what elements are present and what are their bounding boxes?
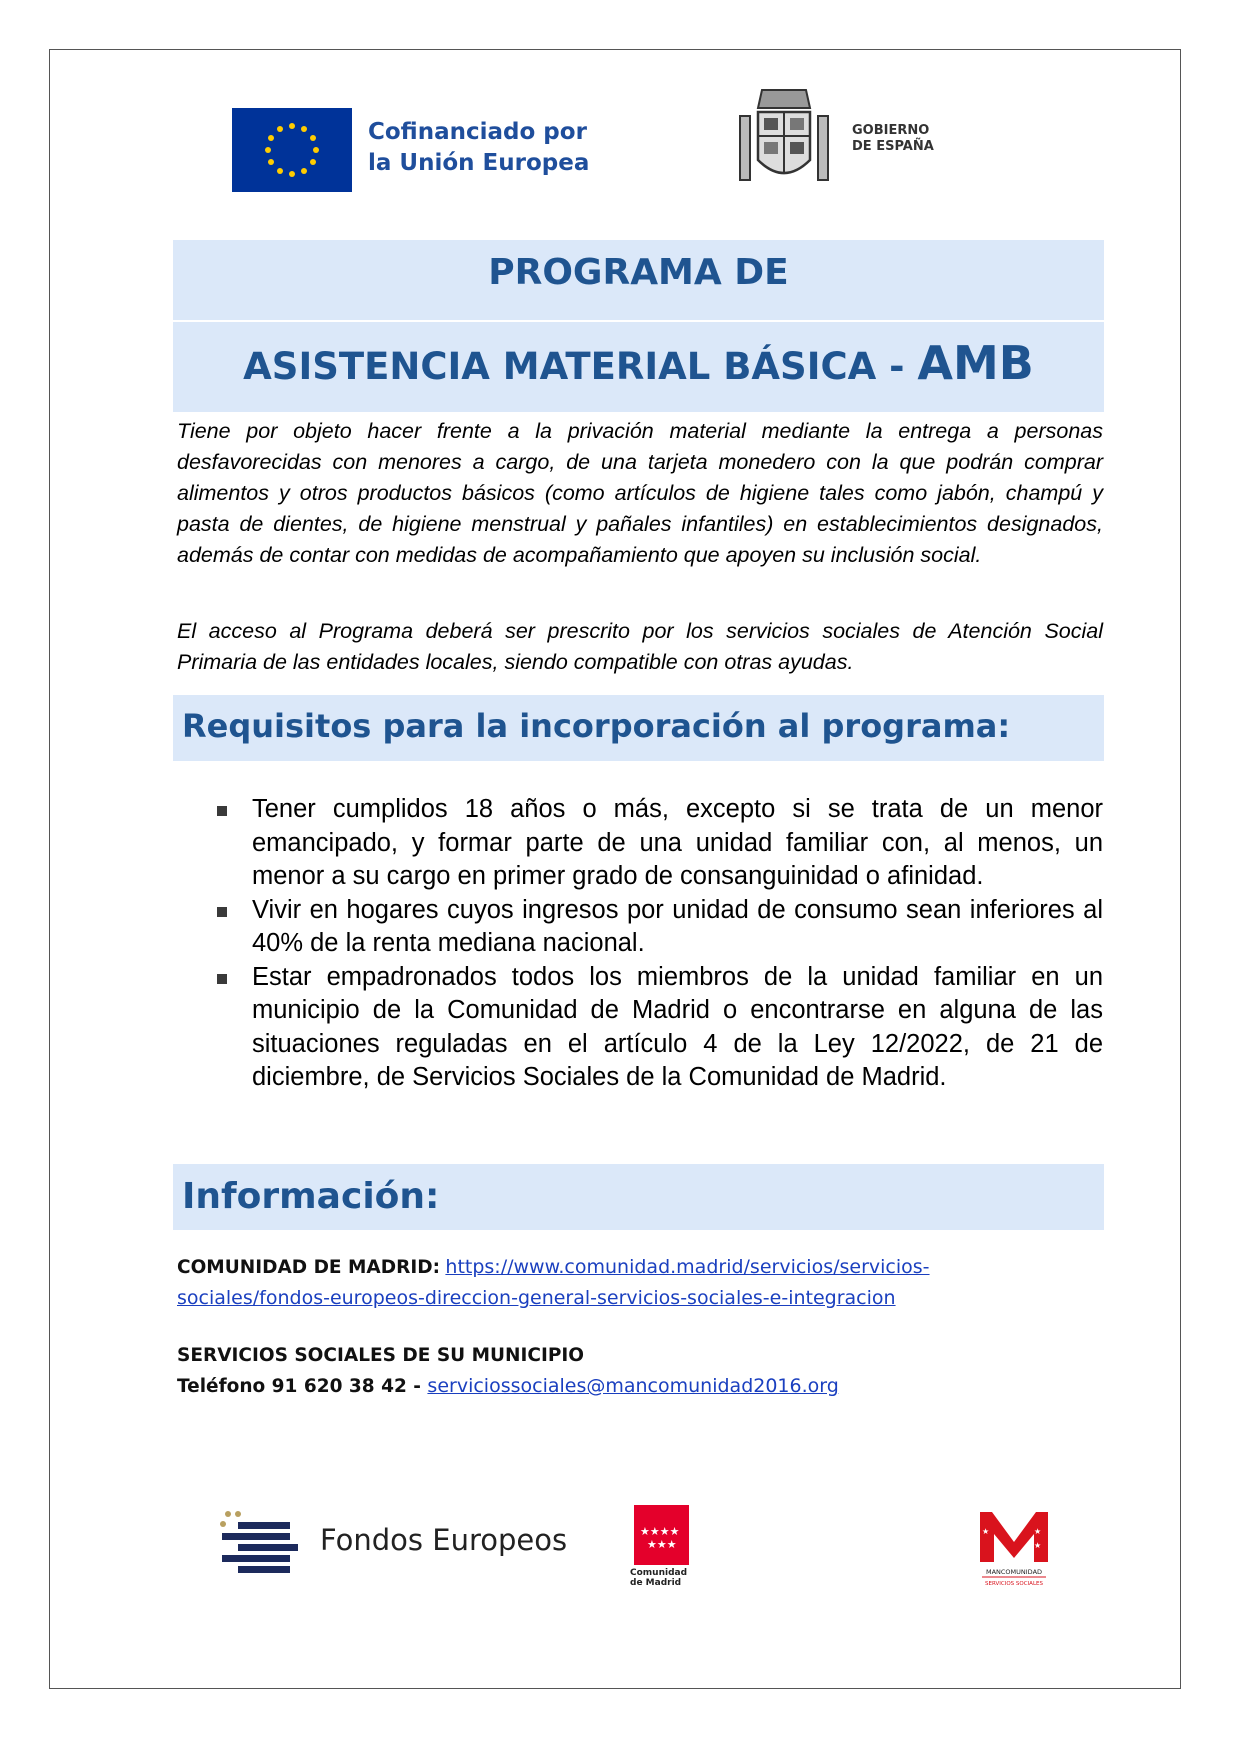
square-bullet-icon bbox=[217, 974, 227, 984]
square-bullet-icon bbox=[217, 907, 227, 917]
comunidad-madrid-text: Comunidad de Madrid bbox=[630, 1568, 688, 1588]
svg-text:★★★: ★★★ bbox=[647, 1538, 677, 1551]
spain-coat-of-arms-icon bbox=[732, 86, 836, 194]
requirement-text: Tener cumplidos 18 años o más, excepto si se trata de un menor emancipado, y formar parte de una unidad familiar con, al menos, un menor a su cargo en primer grado de consanguinidad o afinidad. bbox=[252, 795, 1103, 890]
municipio-label: SERVICIOS SOCIALES DE SU MUNICIPIO bbox=[177, 1345, 585, 1366]
list-item bbox=[215, 894, 1103, 961]
title-divider bbox=[173, 320, 1104, 322]
intro-paragraph-2: El acceso al Programa deberá ser prescrito por los servicios sociales de Atención Social Primaria de las entidades locales, siendo compatible con otras ayudas. bbox=[177, 619, 1103, 674]
madrid-info bbox=[177, 1252, 1077, 1314]
madrid-link[interactable]: https://www.comunidad.madrid/servicios/servicios-sociales/fondos-europeos-direccion-general-servicios-sociales-e-integracion bbox=[177, 1256, 930, 1309]
requirement-text: Estar empadronados todos los miembros de la unidad familiar en un municipio de la Comunidad de Madrid o encontrarse en alguna de las situaciones reguladas en el artículo 4 de la Ley 12/2022, de 21 de diciembre, de Servicios Sociales de la Comunidad de Madrid. bbox=[252, 962, 1103, 1091]
requirements-heading: Requisitos para la incorporación al programa: bbox=[182, 707, 1011, 745]
svg-text:★: ★ bbox=[982, 1527, 990, 1536]
list-item bbox=[215, 961, 1103, 1095]
info-heading: Información: bbox=[182, 1176, 440, 1217]
list-item bbox=[215, 793, 1103, 894]
intro-paragraph-1: Tiene por objeto hacer frente a la privación material mediante la entrega a personas desfavorecidas con menores a cargo, de una tarjeta monedero con la que podrán comprar alimentos y otros productos básicos (como artículos de higiene tales como jabón, champú y pasta de dientes, de higiene menstrual y pañales infantiles) en establecimientos designados, además de contar con medidas de acompañamiento que apoyen su inclusión social. bbox=[177, 419, 1103, 567]
gov-logo-text: GOBIERNO DE ESPAÑA bbox=[852, 123, 934, 154]
svg-text:★★★★: ★★★★ bbox=[640, 1525, 680, 1538]
requirement-text: Vivir en hogares cuyos ingresos por unidad de consumo sean inferiores al 40% de la renta mediana nacional. bbox=[252, 895, 1103, 957]
fondos-europeos-logo-icon bbox=[212, 1508, 304, 1576]
mancomunidad-sublabel: SERVICIOS SOCIALES bbox=[985, 1581, 1043, 1587]
title-line-1: PROGRAMA DE bbox=[488, 252, 789, 293]
phone-label: Teléfono 91 620 38 42 - bbox=[177, 1376, 428, 1397]
madrid-label: COMUNIDAD DE MADRID: bbox=[177, 1257, 440, 1278]
email-link[interactable]: serviciossociales@mancomunidad2016.org bbox=[427, 1375, 839, 1397]
fondos-europeos-text: Fondos Europeos bbox=[320, 1523, 568, 1557]
comunidad-madrid-logo-icon bbox=[634, 1505, 689, 1565]
title-main: ASISTENCIA MATERIAL BÁSICA - bbox=[243, 345, 918, 388]
title-acronym: AMB bbox=[917, 336, 1034, 390]
title-line-2 bbox=[173, 336, 1104, 390]
requirements-list bbox=[215, 793, 1103, 1095]
svg-text:★: ★ bbox=[1034, 1541, 1042, 1550]
svg-text:★: ★ bbox=[1034, 1527, 1042, 1536]
municipio-info bbox=[177, 1340, 839, 1402]
mancomunidad-logo-icon bbox=[978, 1508, 1050, 1588]
eu-logo-text: Cofinanciado por la Unión Europea bbox=[368, 119, 590, 176]
mancomunidad-label: MANCOMUNIDAD bbox=[985, 1568, 1043, 1576]
eu-flag-logo bbox=[232, 108, 352, 192]
square-bullet-icon bbox=[217, 806, 227, 816]
